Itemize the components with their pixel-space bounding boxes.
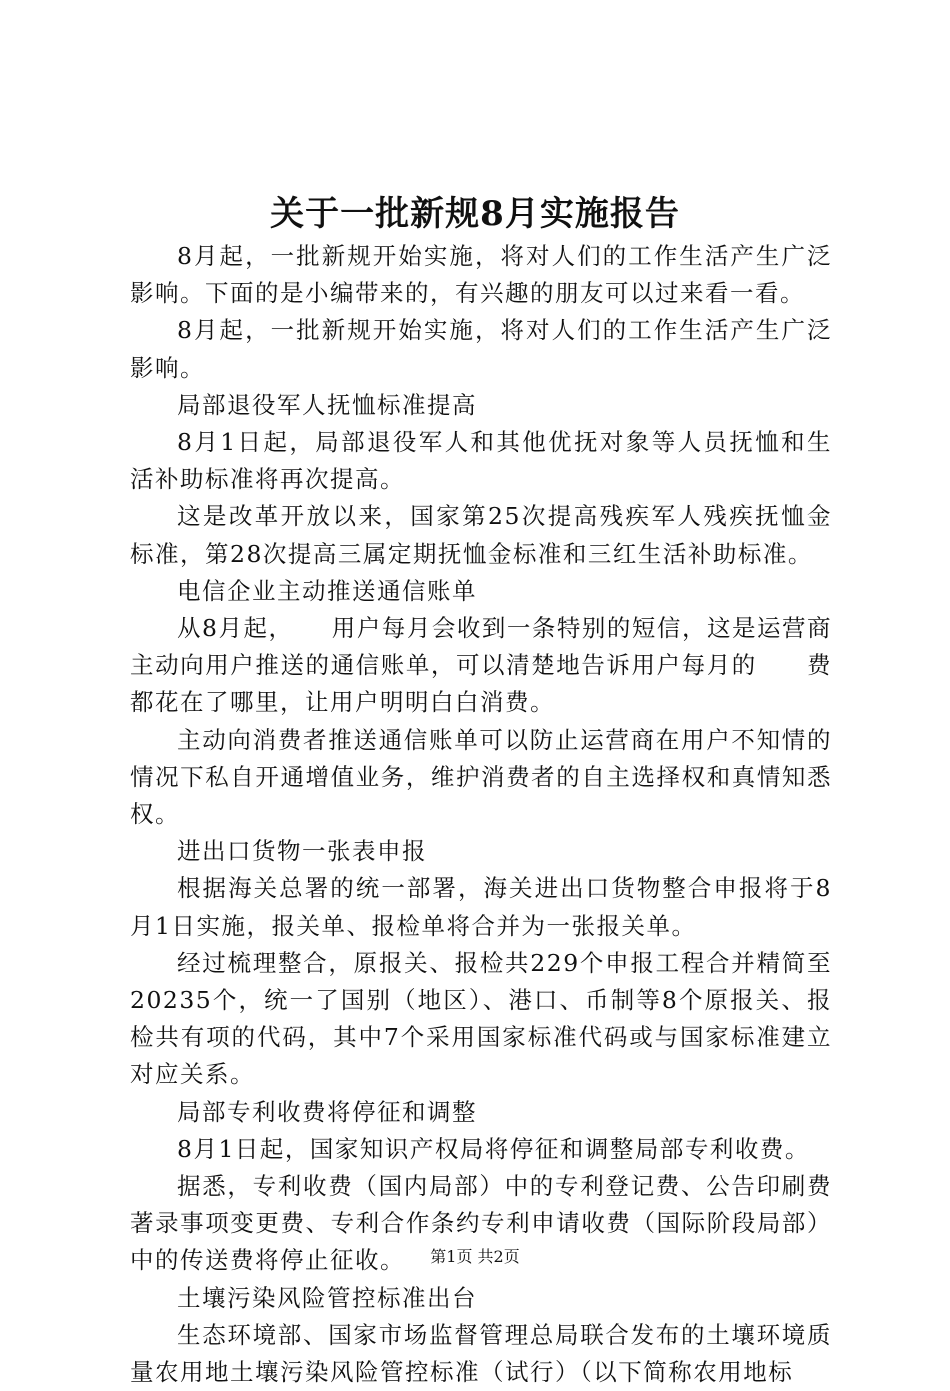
document-title: 关于一批新规8月实施报告 [270,194,680,234]
paragraph: 8月1日起，局部退役军人和其他优抚对象等人员抚恤和生活补助标准将再次提高。 [130,428,832,494]
section-heading: 局部专利收费将停征和调整 [177,1097,477,1126]
paragraph: 8月1日起，国家知识产权局将停征和调整局部专利收费。 [177,1134,810,1163]
paragraph: 主动向消费者推送通信账单可以防止运营商在用户不知情的情况下私自开通增值业务，维护消费者的自主选择权和真情知悉权。 [130,725,832,829]
paragraph: 这是改革开放以来，国家第25次提高残疾军人残疾抚恤金标准，第28次提高三属定期抚恤金标准和三红生活补助标准。 [130,502,832,568]
page-footer: 第1页 共2页 [430,1247,520,1266]
paragraph: 生态环境部、国家市场监督管理总局联合发布的土壤环境质量农用地土壤污染风险管控标准（试行）（以下简称农用地标 [130,1320,832,1387]
paragraph: 据悉，专利收费（国内局部）中的专利登记费、公告印刷费著录事项变更费、专利合作条约专利申请收费（国际阶段局部）中的传送费将停止征收。 [130,1172,832,1275]
section-heading: 进出口货物一张表申报 [177,837,427,866]
document-body [130,238,832,1391]
section-heading: 土壤污染风险管控标准出台 [177,1283,477,1312]
paragraph: 经过梳理整合，原报关、报检共229个申报工程合并精简至20235个，统一了国别（地区）、港口、币制等8个原报关、报检共有项的代码，其中7个采用国家标准代码或与国家标准建立对应关系。 [130,948,832,1089]
section-heading: 电信企业主动推送通信账单 [177,576,477,605]
section-heading: 局部退役军人抚恤标准提高 [177,390,477,419]
paragraph: 根据海关总署的统一部署，海关进出口货物整合申报将于8月1日实施，报关单、报检单将合并为一张报关单。 [130,874,832,940]
paragraph: 8月起，一批新规开始实施，将对人们的工作生活产生广泛影响。下面的是小编带来的，有兴趣的朋友可以过来看一看。 [130,242,832,308]
paragraph: 从8月起， 用户每月会收到一条特别的短信，这是运营商主动向用户推送的通信账单，可以清楚地告诉用户每月的 费都花在了哪里，让用户明明白白消费。 [130,614,832,717]
paragraph: 8月起，一批新规开始实施，将对人们的工作生活产生广泛影响。 [130,316,832,382]
